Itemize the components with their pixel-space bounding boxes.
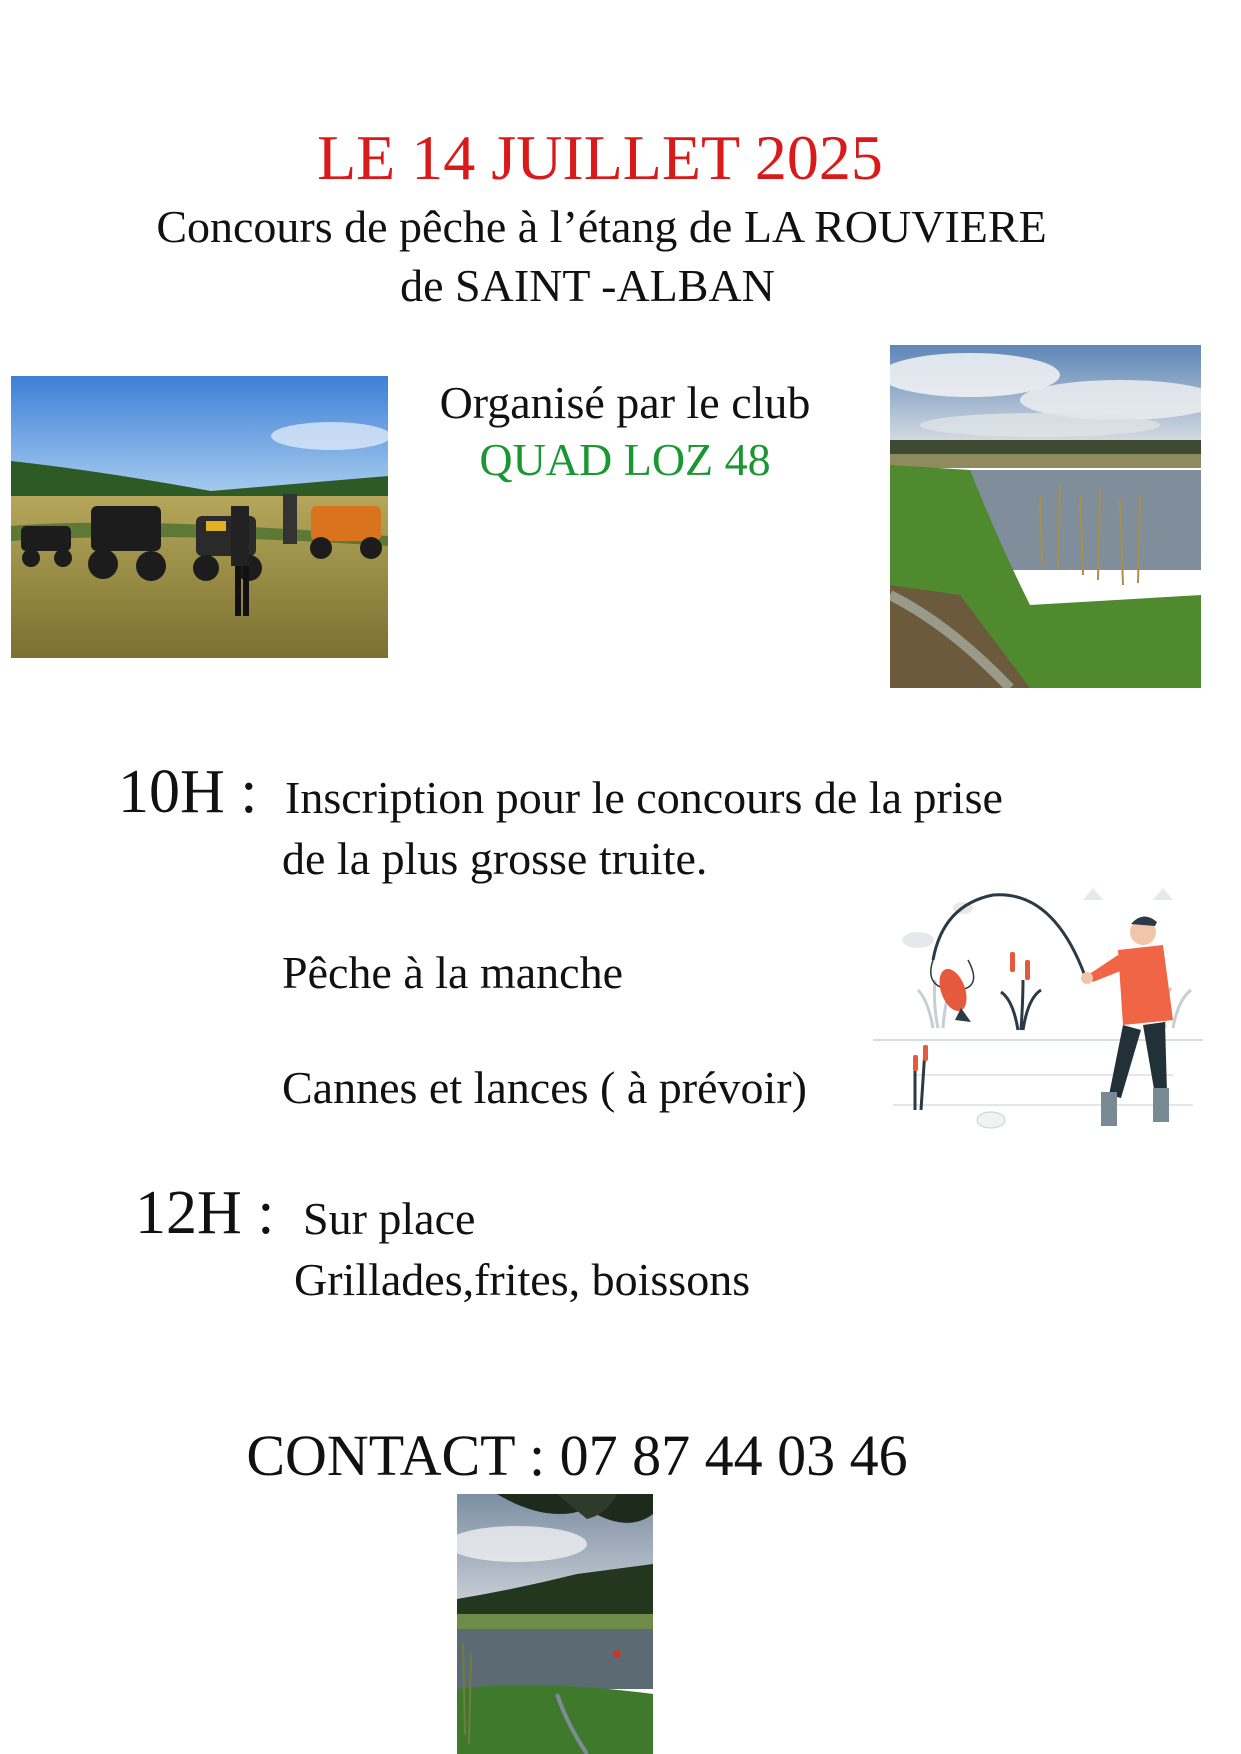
schedule-10h-line1: Inscription pour le concours de la prise [285,772,1003,823]
organizer-club: QUAD LOZ 48 [479,434,771,485]
event-title-line1: Concours de pêche à l’étang de LA ROUVIERE [156,201,1047,252]
pond-photo [890,345,1201,688]
contact-phone: CONTACT : 07 87 44 03 46 [246,1423,908,1488]
lake-photo [457,1494,653,1754]
schedule-time-12h: 12H : [135,1179,275,1247]
event-title-line2: de SAINT -ALBAN [400,260,775,311]
fisherman-illustration [873,880,1203,1138]
schedule-10h-line2: de la plus grosse truite. [282,833,708,884]
schedule-12h-line1: Sur place [303,1193,476,1244]
organizer-label: Organisé par le club [439,377,811,428]
schedule-12h-line2: Grillades,frites, boissons [294,1254,751,1305]
quad-photo [11,376,388,658]
event-date: LE 14 JUILLET 2025 [317,122,883,193]
schedule-10h-line3: Pêche à la manche [282,947,623,998]
schedule-10h-line4: Cannes et lances ( à prévoir) [282,1062,807,1113]
schedule-time-10h: 10H : [118,758,258,826]
